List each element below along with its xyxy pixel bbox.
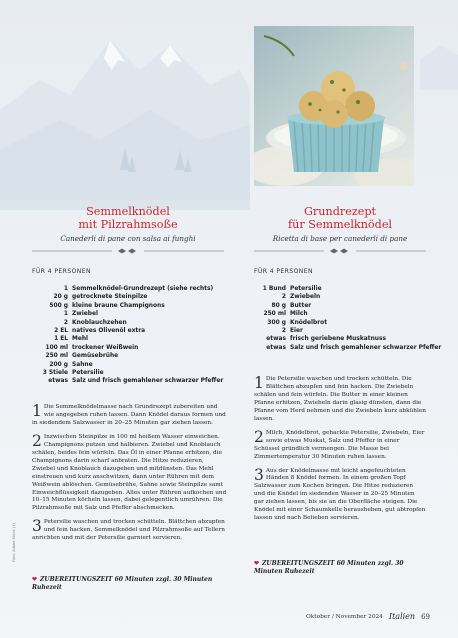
step-paragraph — [32, 431, 228, 514]
ingredient-row — [34, 302, 234, 310]
ingredient-row — [256, 335, 426, 343]
ingredient-amount: 1 — [63, 311, 68, 318]
step-paragraph — [32, 519, 228, 543]
ingredient-row — [34, 344, 234, 352]
step-paragraph — [32, 404, 228, 428]
step-text: Petersilie waschen und trocken schütteln. Blättchen abzupfen und fein hacken. Semmelknödel und Pilzrahmsoße auf Tellern anrichten und mit der Petersilie garniert servieren. — [32, 519, 225, 542]
ingredient-amount: etwas — [266, 344, 286, 351]
step-number: 2 — [32, 431, 42, 450]
decorative-divider — [254, 248, 426, 254]
ingredient-amount: 1 EL — [54, 336, 68, 343]
ingredient-row — [34, 285, 234, 293]
step-paragraph — [254, 376, 426, 424]
step-text: Inzwischen Steinpilze in 100 ml heißem Wasser einweichen. Champignons putzen und halbieren. Zwiebel und Knoblauch schälen, beides fein würfeln. Das Öl in einer Pfanne erhitzen, die Champignons darin scharf anbraten. Die Hitze reduzieren, Zwiebel und Knoblauch dazugeben und mitdünsten. Das Mehl einstreuen und kurz anschwitzen, dann unter Rühren mit dem Weißwein ablöschen. Gemüsebrühe, Sahne sowie Steinpilze samt Einweichflüssigkeit dazugeben. Alles unter Rühren aufkochen und 10–15 Minuten köcheln lassen, dabei gelegentlich umrühren. Die Pilzrahmsoße mit Salz und Pfeffer abschmecken. — [32, 433, 227, 512]
ingredient-amount: 2 — [63, 319, 68, 326]
left-steps — [32, 404, 228, 549]
photo-credit: Foto: Adobe Stock (1) — [12, 523, 16, 562]
ingredient-name: Mehl — [72, 336, 89, 343]
ingredient-name: Salz und frisch gemahlener schwarzer Pfeffer — [290, 344, 442, 351]
ingredient-amount: 300 g — [267, 319, 286, 326]
ingredient-row — [34, 361, 234, 369]
ingredient-amount: 250 ml — [263, 311, 286, 318]
ingredient-row — [34, 377, 234, 385]
ingredient-amount: etwas — [266, 336, 286, 343]
ingredient-name: Salz und frisch gemahlener schwarzer Pfeffer — [72, 378, 224, 385]
left-prep-time — [32, 576, 228, 592]
ingredient-amount: 2 EL — [54, 328, 68, 335]
step-number: 3 — [32, 517, 42, 536]
step-number: 3 — [254, 465, 264, 484]
ingredient-row — [34, 293, 234, 301]
left-serves-label: FÜR 4 PERSONEN — [32, 268, 91, 275]
step-text: Die Petersilie waschen und trocken schütteln. Die Blättchen abzupfen und fein hacken. Die Zwiebeln schälen und fein würfeln. Die Butter in einer kleinen Pfanne erhitzen, Zwiebeln darin glasig dünsten, dann die Pfanne vom Herd nehmen und die Zwiebeln kurz abkühlen lassen. — [254, 376, 426, 422]
decorative-divider — [32, 248, 224, 254]
left-recipe-subtitle: Canederli di pane con salsa ai funghi — [60, 234, 196, 243]
left-ingredient-list — [34, 285, 234, 386]
ingredient-amount: 2 — [281, 294, 286, 301]
heart-icon: ❤ — [32, 576, 38, 583]
ingredient-name: Semmelknödel-Grundrezept (siehe rechts) — [72, 286, 214, 292]
page-footer — [306, 612, 430, 621]
right-recipe-subtitle: Ricetta di base per canederli di pane — [272, 234, 408, 243]
ingredient-name: Zwiebeln — [290, 294, 321, 301]
step-text: Aus der Knödelmasse mit leicht angefeuchteten Händen 8 Knödel formen. In einem großen Topf Salzwasser zum Kochen bringen. Die Hitze reduzieren und die Knödel im siedenden Wasser in 20–25 Minuten gar ziehen lassen, bis sie an die Oberfläche steigen. Die Knödel mit einer Schaumkelle herausheben, gut abtropfen lassen und nach Belieben servieren. — [254, 467, 426, 522]
ingredient-name: getrocknete Steinpilze — [72, 294, 148, 301]
right-serves-label: FÜR 4 PERSONEN — [254, 268, 313, 275]
ingredient-name: Eier — [290, 328, 303, 335]
ingredient-row — [256, 344, 442, 352]
step-text: Die Semmelknödelmasse nach Grundrezept zubereiten und wie angegeben ruhen lassen. Dann Knödel daraus formen und in siedendem Salzwasser in 20–25 Minuten gar ziehen lassen. — [32, 404, 226, 426]
ingredient-amount: 100 ml — [45, 344, 68, 351]
ingredient-name: Sahne — [72, 361, 93, 368]
ingredient-name: natives Olivenöl extra — [72, 328, 146, 335]
page-number: 69 — [421, 612, 430, 621]
ingredient-amount: 20 g — [53, 294, 68, 301]
ingredient-amount: 200 g — [49, 361, 68, 368]
issue-date: Oktober / November 2024 — [306, 613, 383, 620]
left-recipe-title: Semmelknödel mit Pilzrahmsoße — [78, 205, 178, 231]
bowl-illustration — [254, 26, 414, 186]
ingredient-row — [256, 293, 426, 301]
ingredient-row — [256, 319, 426, 327]
magazine-brand: Italien — [388, 612, 416, 621]
ingredient-name: Milch — [290, 311, 308, 318]
ingredient-name: Gemüsebrühe — [72, 353, 119, 360]
ingredient-name: frisch geriebene Muskatnuss — [290, 336, 386, 343]
ingredient-amount: 1 Bund — [262, 286, 286, 292]
ingredient-amount: 250 ml — [45, 353, 68, 360]
ingredient-row — [256, 302, 426, 310]
dumplings-photo — [254, 26, 414, 186]
ingredient-name: Knoblauchzehen — [72, 319, 127, 326]
ingredient-amount: 80 g — [271, 302, 286, 309]
step-paragraph — [254, 465, 426, 524]
ingredient-name: Petersilie — [72, 370, 104, 377]
left-recipe-header — [32, 206, 224, 254]
ingredient-row — [256, 285, 426, 293]
step-number: 1 — [254, 374, 264, 392]
ingredient-row — [34, 319, 234, 327]
ingredient-row — [256, 327, 426, 335]
ingredient-amount: 3 Stiele — [42, 370, 68, 377]
ingredient-name: Knödelbrot — [290, 319, 328, 326]
right-prep-time — [254, 560, 426, 576]
right-recipe-title: Grundrezept für Semmelknödel — [287, 205, 393, 231]
right-steps — [254, 376, 426, 529]
ingredient-name: trockener Weißwein — [72, 344, 139, 351]
right-recipe-header — [254, 206, 426, 254]
ingredient-amount: 2 — [281, 328, 286, 335]
ingredient-name: Petersilie — [290, 286, 322, 292]
ingredient-row — [34, 327, 234, 335]
ingredient-name: kleine braune Champignons — [72, 302, 165, 309]
step-text: Milch, Knödelbrot, gehackte Petersilie, Zwiebeln, Eier sowie etwas Muskat, Salz und Pfeffer in einer Schüssel gründlich vermengen. Die Masse bei Zimmertemperatur 30 Minuten ruhen lassen. — [254, 429, 425, 460]
ingredient-amount: 1 — [63, 286, 68, 292]
step-number: 1 — [32, 402, 42, 420]
right-prep-time-text: ZUBEREITUNGSZEIT 60 Minuten zzgl. 30 Minuten Ruhezeit — [254, 560, 404, 575]
ingredient-row — [34, 335, 234, 343]
ingredient-name: Butter — [290, 302, 312, 309]
ingredient-row — [34, 369, 234, 377]
step-paragraph — [254, 427, 426, 462]
step-number: 2 — [254, 427, 264, 446]
ingredient-row — [34, 310, 234, 318]
ingredient-row — [256, 310, 426, 318]
ingredient-row — [34, 352, 234, 360]
left-prep-time-text: ZUBEREITUNGSZEIT 60 Minuten zzgl. 30 Minuten Ruhezeit — [32, 576, 213, 591]
ingredient-amount: etwas — [48, 378, 68, 385]
right-ingredient-list — [256, 285, 442, 352]
heart-icon: ❤ — [254, 560, 260, 567]
ingredient-amount: 500 g — [49, 302, 68, 309]
ingredient-name: Zwiebel — [72, 311, 98, 318]
